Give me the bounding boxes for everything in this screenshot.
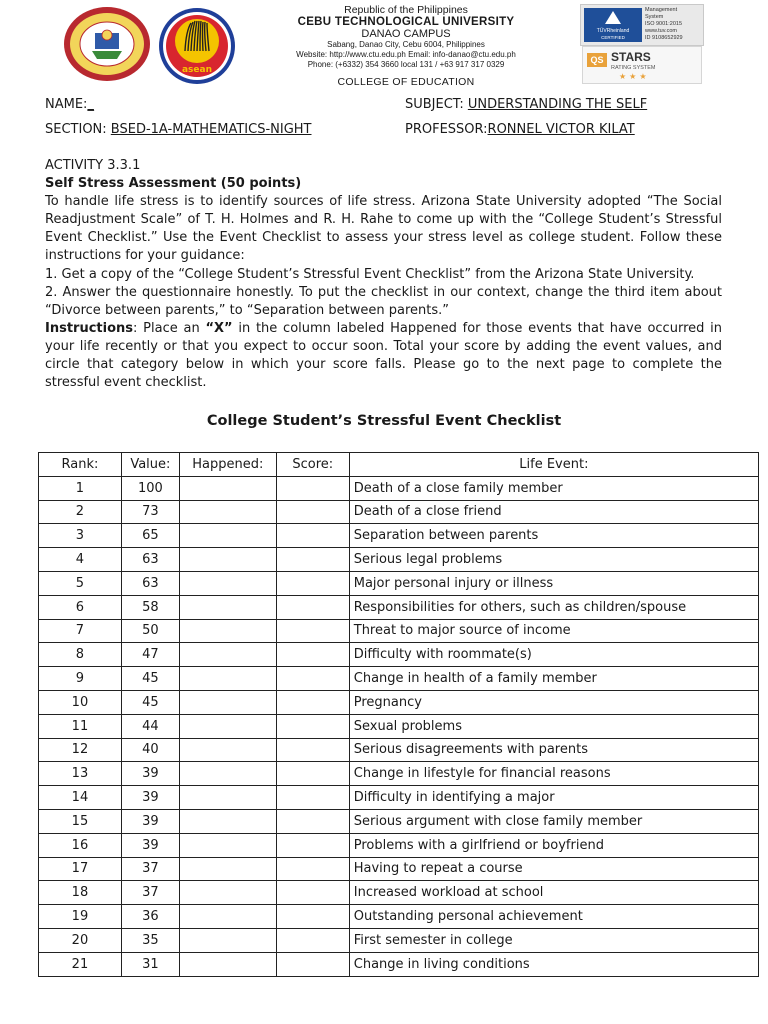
happened-cell[interactable] — [179, 619, 276, 643]
header-value: Value: — [121, 453, 179, 477]
university-name: CEBU TECHNOLOGICAL UNIVERSITY — [297, 16, 515, 28]
table-row — [39, 881, 759, 905]
score-cell[interactable] — [276, 905, 349, 929]
rank-cell: 9 — [39, 667, 122, 691]
table-row — [39, 905, 759, 929]
happened-cell[interactable] — [179, 595, 276, 619]
value-cell: 100 — [121, 476, 179, 500]
activity-step-1: 1. Get a copy of the “College Student’s Stressful Event Checklist” from the Arizona State University. — [45, 266, 695, 282]
asean-logo — [158, 7, 236, 85]
score-cell[interactable] — [276, 928, 349, 952]
rank-cell: 13 — [39, 762, 122, 786]
checklist-title: College Student’s Stressful Event Checklist — [206, 413, 562, 429]
score-cell[interactable] — [276, 857, 349, 881]
table-row — [39, 667, 759, 691]
rank-cell: 16 — [39, 833, 122, 857]
value-cell: 45 — [121, 667, 179, 691]
score-cell[interactable] — [276, 881, 349, 905]
score-cell[interactable] — [276, 619, 349, 643]
happened-cell[interactable] — [179, 857, 276, 881]
activity-step-2: 2. Answer the questionnaire honestly. To put the checklist in our context, change the third item about “Divorce between parents,” to “Separation between parents.” — [45, 284, 722, 318]
score-cell[interactable] — [276, 500, 349, 524]
rank-cell: 7 — [39, 619, 122, 643]
life-event-cell: Increased workload at school — [349, 881, 758, 905]
life-event-cell: Pregnancy — [349, 690, 758, 714]
table-row — [39, 928, 759, 952]
value-cell: 63 — [121, 571, 179, 595]
happened-cell[interactable] — [179, 714, 276, 738]
life-event-cell: Difficulty with roommate(s) — [349, 643, 758, 667]
qs-title: STARS — [611, 50, 651, 64]
professor-value: RONNEL VICTOR KILAT — [487, 122, 635, 137]
rank-cell: 8 — [39, 643, 122, 667]
header-rank: Rank: — [39, 453, 122, 477]
rank-cell: 17 — [39, 857, 122, 881]
happened-cell[interactable] — [179, 690, 276, 714]
table-row — [39, 714, 759, 738]
life-event-cell: Change in health of a family member — [349, 667, 758, 691]
rank-cell: 14 — [39, 786, 122, 810]
asean-logo-text: asean — [181, 65, 213, 75]
instructions-label: Instructions — [45, 320, 134, 336]
tuv-line3: ISO 9001:2015 — [645, 21, 683, 27]
table-row — [39, 548, 759, 572]
life-event-cell: Responsibilities for others, such as children/spouse — [349, 595, 758, 619]
section-value: BSED-1A-MATHEMATICS-NIGHT — [110, 122, 312, 137]
activity-instructions — [45, 320, 722, 392]
value-cell: 58 — [121, 595, 179, 619]
qs-mark: QS — [587, 53, 607, 67]
score-cell[interactable] — [276, 571, 349, 595]
table-row — [39, 809, 759, 833]
value-cell: 73 — [121, 500, 179, 524]
table-row — [39, 643, 759, 667]
table-row — [39, 833, 759, 857]
table-row — [39, 595, 759, 619]
name-label: NAME: — [45, 97, 88, 112]
life-event-cell: Serious argument with close family member — [349, 809, 758, 833]
value-cell: 63 — [121, 548, 179, 572]
phone-line: Phone: (+6332) 354 3660 local 131 / +63 917 317 0329 — [307, 60, 505, 69]
header-score: Score: — [276, 453, 349, 477]
life-event-cell: Serious disagreements with parents — [349, 738, 758, 762]
republic-line: Republic of the Philippines — [344, 4, 468, 16]
happened-cell[interactable] — [179, 762, 276, 786]
campus-name: DANAO CAMPUS — [361, 28, 451, 40]
table-row — [39, 619, 759, 643]
letterhead — [236, 4, 576, 88]
life-event-cell: Problems with a girlfriend or boyfriend — [349, 833, 758, 857]
rank-cell: 11 — [39, 714, 122, 738]
rank-cell: 15 — [39, 809, 122, 833]
rank-cell: 20 — [39, 928, 122, 952]
table-row — [39, 857, 759, 881]
happened-cell[interactable] — [179, 928, 276, 952]
subject-field — [405, 97, 647, 112]
happened-cell[interactable] — [179, 905, 276, 929]
tuv-certification-badge — [580, 4, 704, 46]
score-cell[interactable] — [276, 667, 349, 691]
section-field — [45, 122, 312, 137]
subject-value: UNDERSTANDING THE SELF — [467, 97, 648, 112]
professor-field — [405, 122, 635, 137]
website-line: Website: http://www.ctu.edu.ph Email: info-danao@ctu.edu.ph — [296, 50, 516, 59]
score-cell[interactable] — [276, 548, 349, 572]
rank-cell: 5 — [39, 571, 122, 595]
tuv-certified-text: CERTIFIED — [601, 35, 625, 40]
value-cell: 37 — [121, 857, 179, 881]
value-cell: 45 — [121, 690, 179, 714]
tuv-details — [645, 7, 683, 42]
score-cell[interactable] — [276, 476, 349, 500]
happened-cell[interactable] — [179, 667, 276, 691]
life-event-cell: Major personal injury or illness — [349, 571, 758, 595]
rank-cell: 19 — [39, 905, 122, 929]
score-cell[interactable] — [276, 738, 349, 762]
instructions-post: in the column labeled Happened for those events that have occurred in your life recently or that you expect to occur soon. Total your score by adding the event values, and circle that category below in which your score falls. Please go to the next page to complete the stressful event checklist. — [45, 320, 722, 391]
section-label: SECTION: — [45, 122, 111, 137]
value-cell: 44 — [121, 714, 179, 738]
happened-cell[interactable] — [179, 476, 276, 500]
tuv-triangle-icon — [584, 8, 642, 42]
life-event-cell: Outstanding personal achievement — [349, 905, 758, 929]
life-event-cell: Sexual problems — [349, 714, 758, 738]
value-cell: 65 — [121, 524, 179, 548]
value-cell: 50 — [121, 619, 179, 643]
rank-cell: 2 — [39, 500, 122, 524]
header-life-event: Life Event: — [349, 453, 758, 477]
table-row — [39, 762, 759, 786]
header-happened: Happened: — [179, 453, 276, 477]
value-cell: 39 — [121, 809, 179, 833]
activity-body — [45, 157, 722, 392]
star-icons: ★★★ — [619, 72, 650, 81]
activity-number: ACTIVITY 3.3.1 — [45, 158, 141, 173]
score-cell[interactable] — [276, 833, 349, 857]
score-cell[interactable] — [276, 595, 349, 619]
happened-cell[interactable] — [179, 524, 276, 548]
rank-cell: 21 — [39, 952, 122, 976]
ctu-seal-logo — [62, 5, 152, 83]
rank-cell: 18 — [39, 881, 122, 905]
table-header-row — [39, 453, 759, 477]
life-event-cell: Change in living conditions — [349, 952, 758, 976]
happened-cell[interactable] — [179, 643, 276, 667]
score-cell[interactable] — [276, 524, 349, 548]
life-event-cell: Threat to major source of income — [349, 619, 758, 643]
rank-cell: 4 — [39, 548, 122, 572]
happened-cell[interactable] — [179, 809, 276, 833]
rank-cell: 12 — [39, 738, 122, 762]
rank-cell: 1 — [39, 476, 122, 500]
instructions-x: “X” — [205, 320, 233, 336]
instructions-pre: : Place an — [133, 320, 206, 336]
activity-intro: To handle life stress is to identify sources of life stress. Arizona State University adopted “The Social Readjustment Scale” of T. H. Holmes and R. H. Rahe to come up with the “College Student’s Stressful Event Checklist.” Use the Event Checklist to assess your stress level as college student. Follow these instructions for your guidance: — [45, 194, 722, 264]
life-event-cell: Difficulty in identifying a major — [349, 786, 758, 810]
table-row — [39, 786, 759, 810]
value-cell: 36 — [121, 905, 179, 929]
activity-title: Self Stress Assessment (50 points) — [45, 176, 302, 192]
table-row — [39, 524, 759, 548]
value-cell: 35 — [121, 928, 179, 952]
table-row — [39, 690, 759, 714]
happened-cell[interactable] — [179, 833, 276, 857]
tuv-line2: System — [645, 14, 664, 20]
score-cell[interactable] — [276, 786, 349, 810]
table-row — [39, 738, 759, 762]
happened-cell[interactable] — [179, 571, 276, 595]
table-row — [39, 952, 759, 976]
rank-cell: 10 — [39, 690, 122, 714]
address-line: Sabang, Danao City, Cebu 6004, Philippines — [327, 40, 485, 49]
stressful-event-checklist-table — [38, 452, 759, 977]
table-row — [39, 500, 759, 524]
score-cell[interactable] — [276, 762, 349, 786]
score-cell[interactable] — [276, 714, 349, 738]
value-cell: 37 — [121, 881, 179, 905]
value-cell: 39 — [121, 762, 179, 786]
value-cell: 47 — [121, 643, 179, 667]
happened-cell[interactable] — [179, 738, 276, 762]
life-event-cell: Change in lifestyle for financial reasons — [349, 762, 758, 786]
score-cell[interactable] — [276, 952, 349, 976]
score-cell[interactable] — [276, 809, 349, 833]
life-event-cell: Death of a close family member — [349, 476, 758, 500]
happened-cell[interactable] — [179, 500, 276, 524]
name-field — [45, 97, 94, 112]
value-cell: 40 — [121, 738, 179, 762]
table-row — [39, 476, 759, 500]
life-event-cell: Serious legal problems — [349, 548, 758, 572]
life-event-cell: First semester in college — [349, 928, 758, 952]
happened-cell[interactable] — [179, 786, 276, 810]
professor-label: PROFESSOR: — [405, 122, 488, 137]
rank-cell: 6 — [39, 595, 122, 619]
tuv-mark-text: TÜVRheinland — [596, 28, 630, 34]
rank-cell: 3 — [39, 524, 122, 548]
tuv-line1: Management — [645, 7, 678, 13]
value-cell: 39 — [121, 833, 179, 857]
qs-subtitle: RATING SYSTEM — [611, 65, 656, 71]
tuv-line4: www.tuv.com — [645, 28, 677, 34]
name-value[interactable]: _ — [87, 97, 94, 112]
score-cell[interactable] — [276, 643, 349, 667]
happened-cell[interactable] — [179, 881, 276, 905]
life-event-cell: Having to repeat a course — [349, 857, 758, 881]
tuv-logo-block — [584, 8, 642, 42]
subject-label: SUBJECT: — [405, 97, 468, 112]
qs-stars-badge — [582, 46, 702, 84]
college-name: COLLEGE OF EDUCATION — [337, 76, 475, 88]
life-event-cell: Separation between parents — [349, 524, 758, 548]
happened-cell[interactable] — [179, 548, 276, 572]
table-row — [39, 571, 759, 595]
value-cell: 31 — [121, 952, 179, 976]
happened-cell[interactable] — [179, 952, 276, 976]
tuv-line5: ID 9108652929 — [645, 35, 683, 41]
life-event-cell: Death of a close friend — [349, 500, 758, 524]
score-cell[interactable] — [276, 690, 349, 714]
value-cell: 39 — [121, 786, 179, 810]
